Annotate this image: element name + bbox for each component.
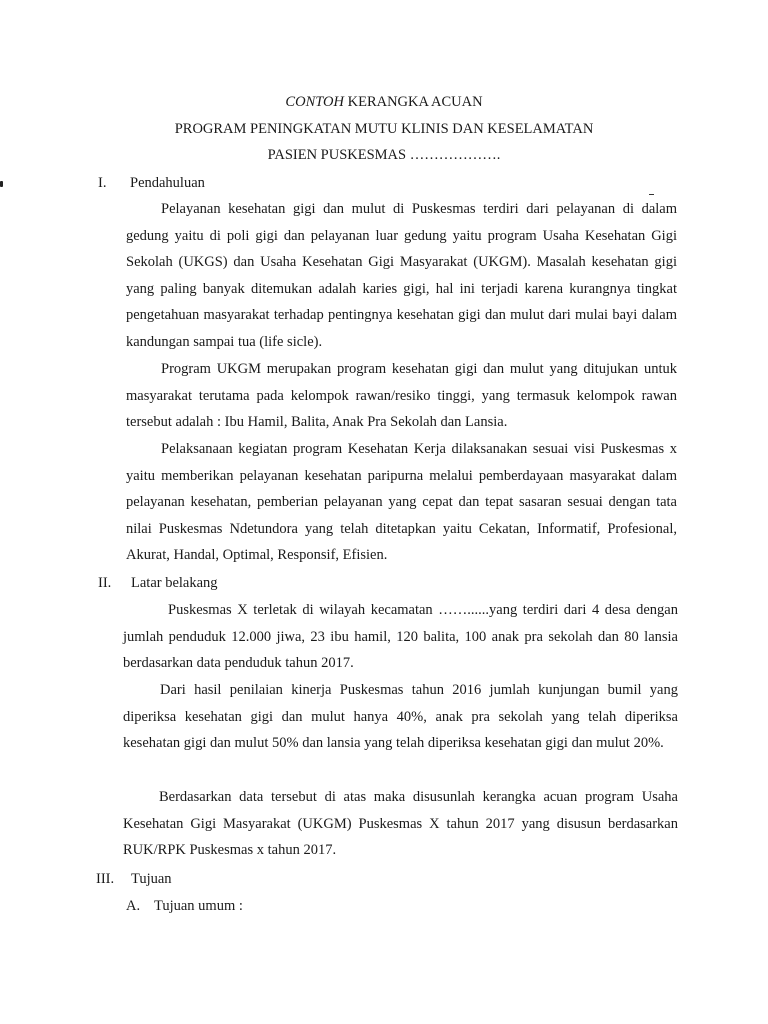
margin-mark: [0, 181, 3, 187]
section-label: Pendahuluan: [130, 175, 205, 191]
title-line-1: [0, 92, 768, 119]
paragraph-latar-belakang-2: Dari hasil penilaian kinerja Puskesmas tahun 2016 jumlah kunjungan bumil yang diperiksa kesehatan gigi dan mulut hanya 40%, anak pra sekolah yang telah diperiksa kesehatan gigi dan mulut 50% dan lansia yang telah diperiksa kesehatan gigi dan mulut 20%.: [123, 682, 678, 752]
subsection-number: A.: [126, 898, 141, 914]
section-label: Tujuan: [131, 871, 172, 887]
paragraph-pendahuluan-3: Pelaksanaan kegiatan program Kesehatan Kerja dilaksanakan sesuai visi Puskesmas x yaitu memberikan pelayanan kesehatan paripurna melalui pemberdayaan masyarakat dalam pelayanan kesehatan, pemberian pelayanan yang cepat dan tepat sasaran sesuai dengan tata nilai Puskesmas Ndetundora yang telah ditetapkan yaitu Cekatan, Informatif, Profesional, Akurat, Handal, Optimal, Responsif, Efisien.: [126, 441, 677, 564]
title-line-3: PASIEN PUSKESMAS ……………….: [267, 147, 501, 163]
paragraph-latar-belakang-3: Berdasarkan data tersebut di atas maka disusunlah kerangka acuan program Usaha Kesehatan Gigi Masyarakat (UKGM) Puskesmas X tahun 2017 yang disusun berdasarkan RUK/RPK Puskesmas x tahun 2017.: [123, 789, 678, 859]
document-title: [0, 92, 768, 172]
title-line-1-rest: KERANGKA ACUAN: [343, 94, 483, 110]
section-number: I.: [98, 175, 107, 191]
paragraph-pendahuluan-2: Program UKGM merupakan program kesehatan gigi dan mulut yang ditujukan untuk masyarakat terutama pada kelompok rawan/resiko tinggi, yang termasuk kelompok rawan tersebut adalah : Ibu Hamil, Balita, Anak Pra Sekolah dan Lansia.: [126, 361, 677, 431]
title-line-2: PROGRAM PENINGKATAN MUTU KLINIS DAN KESELAMATAN: [174, 120, 594, 137]
section-number: III.: [96, 871, 115, 887]
paragraph-pendahuluan-1: Pelayanan kesehatan gigi dan mulut di Puskesmas terdiri dari pelayanan di dalam gedung yaitu di poli gigi dan pelayanan luar gedung yaitu program Usaha Kesehatan Gigi Sekolah (UKGS) dan Usaha Kesehatan Gigi Masyarakat (UKGM). Masalah kesehatan gigi yang paling banyak ditemukan adalah karies gigi, hal ini terjadi karena kurangnya tingkat pengetahuan masyarakat terhadap pentingnya kesehatan gigi dan mulut dari mulai bayi dalam kandungan sampai tua (life sicle).: [126, 201, 677, 350]
title-italic-word: CONTOH: [285, 94, 344, 110]
paragraph-latar-belakang-1: Puskesmas X terletak di wilayah kecamatan ……......yang terdiri dari 4 desa dengan jumlah penduduk 12.000 jiwa, 23 ibu hamil, 120 balita, 100 anak pra sekolah dan 80 lansia berdasarkan data penduduk tahun 2017.: [123, 602, 678, 672]
subsection-label: Tujuan umum :: [154, 898, 243, 914]
section-label: Latar belakang: [131, 575, 218, 591]
stray-dash-mark: [649, 194, 654, 195]
section-number: II.: [98, 575, 112, 591]
